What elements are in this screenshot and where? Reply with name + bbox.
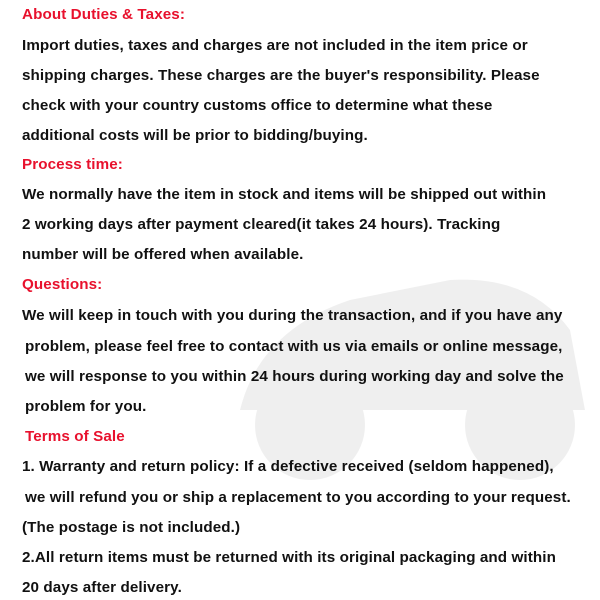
- section-heading-questions: Questions:: [22, 276, 103, 293]
- duties-text-line-3: check with your country customs office to determine what these: [22, 97, 493, 114]
- terms-text-line-5: 20 days after delivery.: [22, 579, 182, 596]
- process-text-line-2: 2 working days after payment cleared(it takes 24 hours). Tracking: [22, 216, 501, 233]
- questions-text-line-1: We will keep in touch with you during the transaction, and if you have any: [22, 307, 563, 324]
- process-text-line-1: We normally have the item in stock and items will be shipped out within: [22, 186, 547, 203]
- terms-text-line-1: 1. Warranty and return policy: If a defective received (seldom happened),: [22, 458, 554, 475]
- terms-text-line-2: we will refund you or ship a replacement to you according to your request.: [25, 489, 571, 506]
- duties-text-line-4: additional costs will be prior to bidding/buying.: [22, 127, 368, 144]
- duties-text-line-1: Import duties, taxes and charges are not included in the item price or: [22, 37, 528, 54]
- questions-text-line-3: we will response to you within 24 hours during working day and solve the: [25, 368, 564, 385]
- terms-text-line-3: (The postage is not included.): [22, 519, 241, 536]
- section-heading-duties: About Duties & Taxes:: [22, 6, 185, 23]
- questions-text-line-4: problem for you.: [25, 398, 147, 415]
- questions-text-line-2: problem, please feel free to contact with us via emails or online message,: [25, 338, 563, 355]
- section-heading-process-time: Process time:: [22, 156, 123, 173]
- duties-text-line-2: shipping charges. These charges are the buyer's responsibility. Please: [22, 67, 540, 84]
- terms-text-line-4: 2.All return items must be returned with its original packaging and within: [22, 549, 556, 566]
- section-heading-terms-of-sale: Terms of Sale: [25, 428, 125, 445]
- process-text-line-3: number will be offered when available.: [22, 246, 304, 263]
